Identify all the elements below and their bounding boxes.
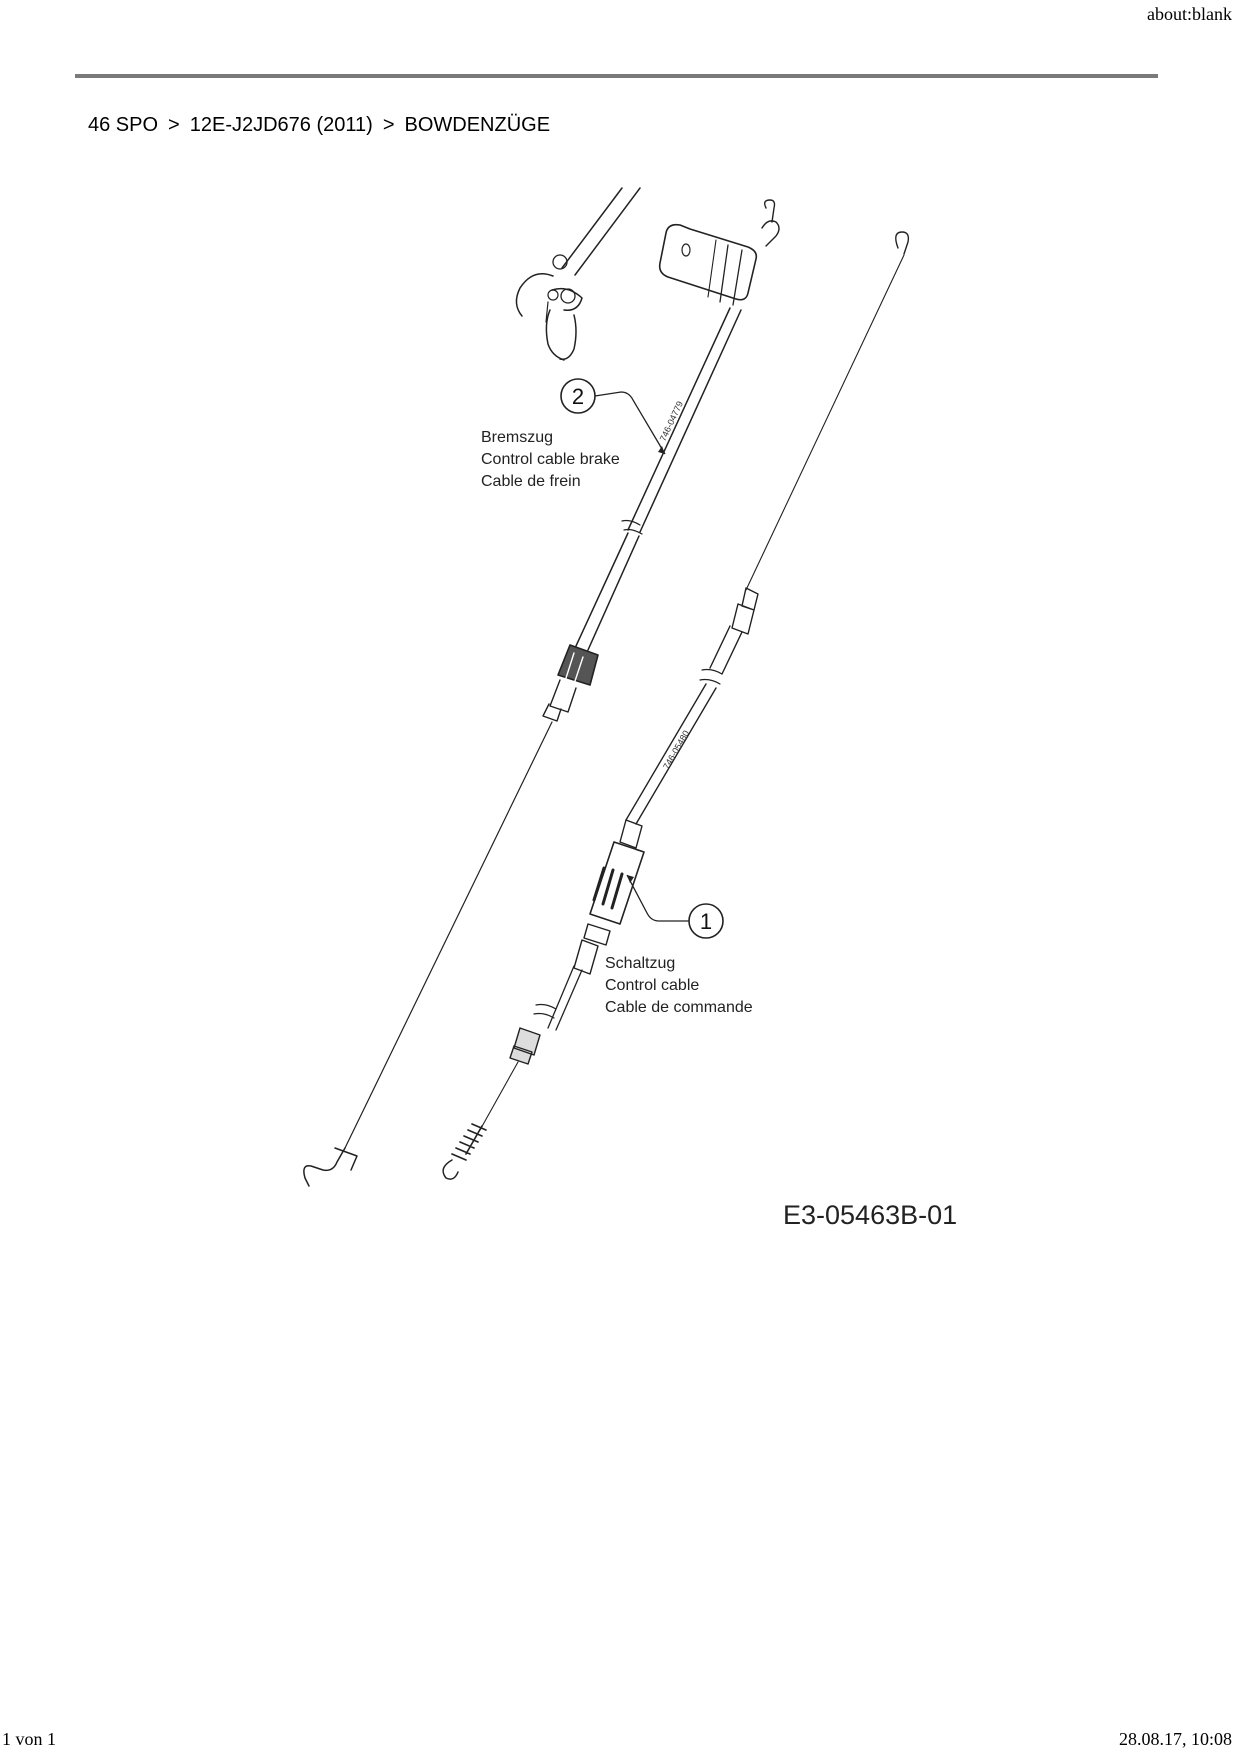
callout-2 (481, 379, 665, 490)
shift-cable (443, 232, 908, 1179)
breadcrumb-separator: > (168, 114, 180, 136)
shift-cable-part-print: 746-05480 (661, 728, 692, 771)
callout-2-label-de: Bremszug (481, 429, 554, 446)
brake-cable-part-print: 746-04779 (657, 399, 686, 443)
callout-2-number: 2 (571, 384, 585, 409)
footer-page-count: 1 von 1 (2, 1729, 56, 1749)
callout-2-label-en: Control cable brake (481, 451, 620, 468)
brake-cable (304, 188, 779, 1186)
drawing-code: E3-05463B-01 (783, 1200, 958, 1230)
callout-1-label-en: Control cable (605, 977, 700, 994)
breadcrumb-item-variant[interactable]: 12E-J2JD676 (2011) (189, 114, 373, 136)
callout-1-number: 1 (699, 909, 713, 934)
callout-1-label-fr: Cable de commande (605, 999, 753, 1016)
breadcrumb-separator: > (382, 114, 395, 136)
footer-datetime: 28.08.17, 10:08 (1118, 1729, 1232, 1749)
breadcrumb-item-model[interactable]: 46 SPO (88, 114, 159, 136)
header-url: about:blank (1147, 4, 1232, 24)
callout-1 (605, 875, 753, 1016)
callout-1-label-de: Schaltzug (605, 955, 676, 972)
breadcrumb-item-section: BOWDENZÜGE (404, 114, 551, 136)
callout-2-label-fr: Cable de frein (481, 473, 581, 490)
